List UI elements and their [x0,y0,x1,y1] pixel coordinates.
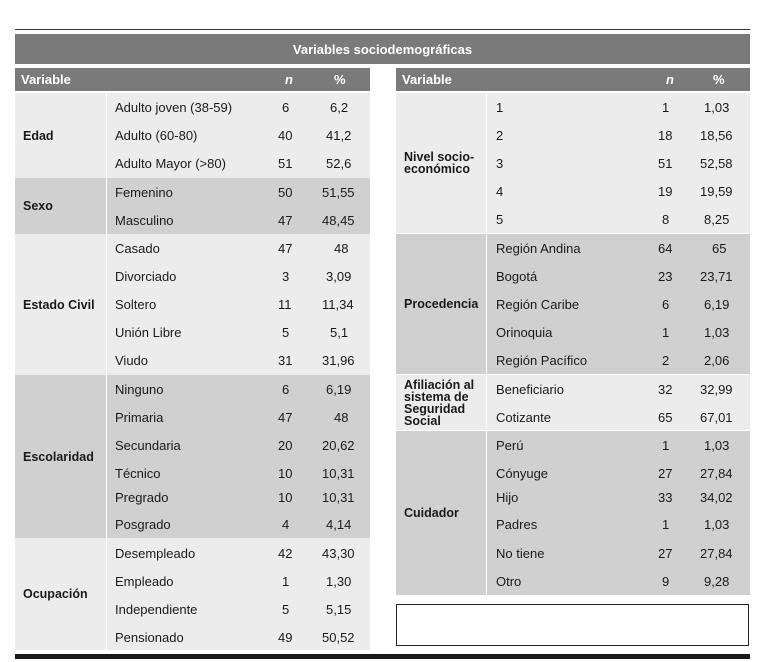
percent-cell: 51,55 [322,184,355,200]
n-cell: 10 [278,489,293,505]
n-cell: 6 [662,296,670,312]
percent-cell: 23,71 [700,268,733,284]
n-cell: 23 [658,268,673,284]
table-row [0,290,777,318]
header-variable: Variable [402,72,452,87]
left-header [15,68,370,91]
n-cell: 6 [282,99,290,115]
top-rule [15,29,750,30]
category-cell: 3 [496,155,504,171]
variable-label: Estado Civil [23,297,95,312]
category-cell: Secundaria [115,437,181,453]
n-cell: 1 [662,324,670,340]
n-cell: 49 [278,629,293,645]
table-row [0,205,777,233]
table-title: Variables sociodemográficas [15,34,750,64]
n-cell: 42 [278,545,293,561]
percent-cell: 52,58 [700,155,733,171]
percent-cell: 1,03 [704,99,730,115]
percent-cell: 4,14 [326,516,352,532]
category-cell: 2 [496,127,504,143]
table-row [0,346,777,374]
category-cell: 4 [496,183,504,199]
variable-label: Ocupación [23,587,88,601]
n-cell: 8 [662,211,670,227]
category-cell: Divorciado [115,268,177,284]
category-cell: Desempleado [115,545,196,561]
percent-cell: 3,09 [326,268,352,284]
percent-cell: 31,96 [322,352,355,368]
header-n: n [666,72,674,87]
percent-cell: 27,84 [700,465,733,481]
table-row [0,234,777,262]
table-row [0,93,777,121]
n-cell: 1 [662,437,670,453]
n-cell: 5 [282,601,290,617]
n-cell: 40 [278,127,293,143]
n-cell: 64 [658,240,673,256]
category-cell: Región Caribe [496,296,580,312]
n-cell: 19 [658,183,673,199]
table-row [0,403,777,431]
table-row [0,431,777,459]
percent-cell: 19,59 [700,183,733,199]
right-header [396,68,750,91]
category-cell: Perú [496,437,524,453]
percent-cell: 6,19 [326,381,352,397]
category-cell: 5 [496,211,504,227]
category-cell: Masculino [115,212,174,228]
category-cell: Pregrado [115,489,169,505]
percent-cell: 52,6 [326,155,352,171]
table-row [0,375,777,403]
n-cell: 51 [278,155,293,171]
category-cell: 1 [496,99,504,115]
category-cell: Cotizante [496,409,551,425]
percent-cell: 10,31 [322,489,355,505]
percent-cell: 67,01 [700,409,733,425]
percent-cell: 48 [334,240,349,256]
category-cell: Bogotá [496,268,538,284]
category-cell: Adulto (60-80) [115,127,198,143]
category-cell: Posgrado [115,516,171,532]
n-cell: 11 [278,296,292,312]
category-cell: Independiente [115,601,198,617]
category-cell: Viudo [115,352,149,368]
n-cell: 31 [278,352,293,368]
n-cell: 20 [278,437,293,453]
category-cell: Cónyuge [496,465,549,481]
percent-cell: 43,30 [322,545,355,561]
percent-cell: 27,84 [700,545,733,561]
percent-cell: 48,45 [322,212,355,228]
category-cell: Región Pacífico [496,352,588,368]
n-cell: 47 [278,409,293,425]
n-cell: 9 [662,573,670,589]
percent-cell: 9,28 [704,573,730,589]
variable-label: Procedencia [404,297,479,311]
percent-cell: 6,2 [330,99,349,115]
n-cell: 1 [282,573,290,589]
table-row [0,510,777,538]
n-cell: 2 [662,352,670,368]
n-cell: 32 [658,381,673,397]
table-row [0,262,777,290]
variable-label: Afiliación al sistema de Seguridad Social [404,377,475,428]
n-cell: 10 [278,465,293,481]
percent-cell: 1,30 [326,573,352,589]
n-cell: 47 [278,240,293,256]
n-cell: 27 [658,465,673,481]
percent-cell: 8,25 [704,211,730,227]
n-cell: 4 [282,516,290,532]
variable-label: Sexo [23,199,53,213]
percent-cell: 20,62 [322,437,355,453]
percent-cell: 32,99 [700,381,733,397]
percent-cell: 50,52 [322,629,355,645]
percent-cell: 41,2 [326,127,352,143]
variable-label: Cuidador [404,506,459,520]
header-pct: % [334,72,346,87]
percent-cell: 48 [334,409,349,425]
empty-box [396,604,749,646]
category-cell: Región Andina [496,240,581,256]
header-n: n [285,72,293,87]
bottom-rule [15,654,750,659]
n-cell: 1 [662,99,670,115]
category-cell: Adulto Mayor (>80) [115,155,226,171]
category-cell: Orinoquia [496,324,553,340]
percent-cell: 1,03 [704,516,730,532]
variable-label: Escolaridad [23,449,94,464]
table-row [0,539,777,567]
percent-cell: 6,19 [704,296,730,312]
percent-cell: 34,02 [700,489,733,505]
n-cell: 6 [282,381,290,397]
category-cell: Adulto joven (38-59) [115,99,233,115]
category-cell: Técnico [115,465,161,481]
category-cell: Unión Libre [115,324,182,340]
percent-cell: 1,03 [704,324,730,340]
header-pct: % [713,72,725,87]
table-row [0,121,777,149]
percent-cell: 10,31 [322,465,355,481]
n-cell: 33 [658,489,673,505]
percent-cell: 11,34 [322,296,354,312]
percent-cell: 5,1 [330,324,349,340]
percent-cell: 1,03 [704,437,730,453]
variable-label: Edad [23,128,54,143]
n-cell: 1 [662,516,670,532]
category-cell: No tiene [496,545,545,561]
n-cell: 51 [658,155,673,171]
category-cell: Ninguno [115,381,164,397]
table-row [0,483,777,511]
category-cell: Femenino [115,184,173,200]
table-row [0,149,777,177]
header-variable: Variable [21,72,71,87]
table-row [0,177,777,205]
category-cell: Padres [496,516,538,532]
percent-cell: 2,06 [704,352,730,368]
n-cell: 65 [658,409,673,425]
category-cell: Beneficiario [496,381,564,397]
table-row [0,567,777,595]
n-cell: 18 [658,127,673,143]
n-cell: 27 [658,545,673,561]
percent-cell: 5,15 [326,601,352,617]
category-cell: Pensionado [115,629,184,645]
category-cell: Hijo [496,489,519,505]
n-cell: 47 [278,212,293,228]
category-cell: Casado [115,240,160,256]
variable-label: Nivel socio-económico [404,150,475,176]
n-cell: 50 [278,184,293,200]
percent-cell: 18,56 [700,127,733,143]
n-cell: 5 [282,324,290,340]
category-cell: Empleado [115,573,174,589]
category-cell: Soltero [115,296,157,312]
category-cell: Primaria [115,409,164,425]
table-row [0,318,777,346]
percent-cell: 65 [712,240,727,256]
n-cell: 3 [282,268,290,284]
category-cell: Otro [496,573,522,589]
